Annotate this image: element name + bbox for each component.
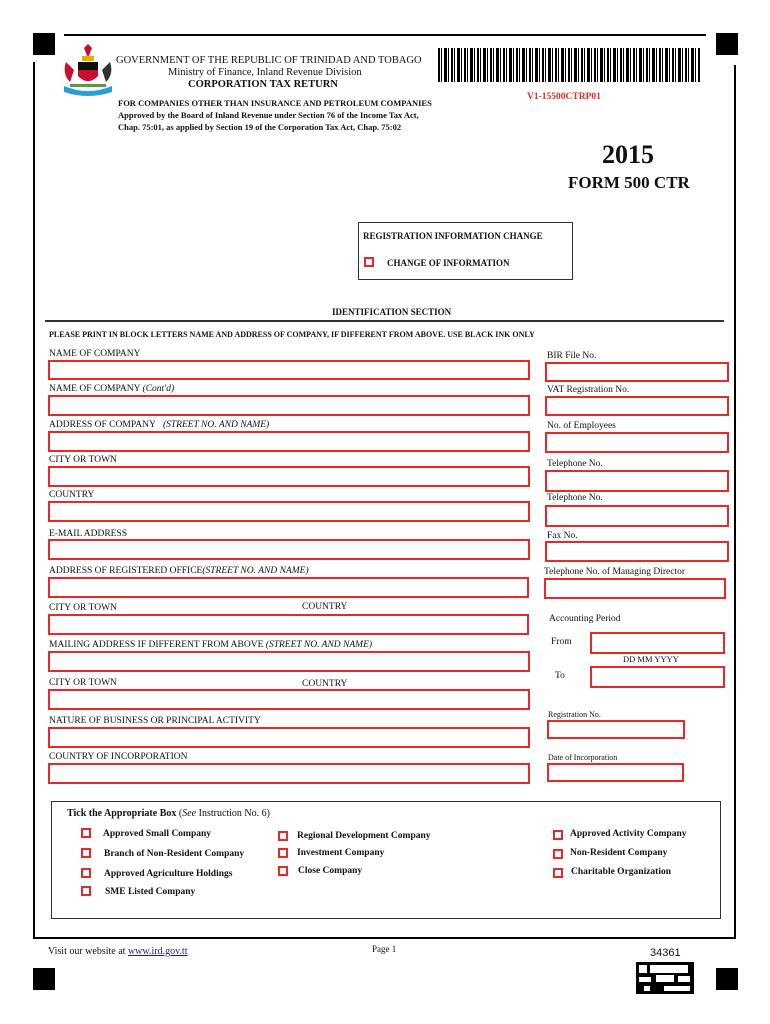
gov-heading: GOVERNMENT OF THE REPUBLIC OF TRINIDAD AND TOBAGO — [116, 55, 422, 66]
email-input[interactable] — [48, 539, 530, 560]
label-note: (Cont'd) — [142, 384, 175, 394]
label-email: E-MAIL ADDRESS — [49, 529, 128, 539]
label-mailing-address — [49, 640, 372, 650]
checkbox-sme-listed[interactable] — [81, 886, 91, 896]
change-of-information-label: CHANGE OF INFORMATION — [387, 258, 510, 268]
option-label: Approved Agriculture Holdings — [104, 869, 233, 879]
tick-title-text: Tick the Appropriate Box — [67, 808, 177, 819]
change-of-information-checkbox[interactable] — [364, 257, 374, 267]
checkbox-regional-development[interactable] — [278, 831, 288, 841]
period-to-input[interactable] — [590, 666, 725, 688]
see-text: See — [182, 808, 197, 819]
footer-visit — [48, 946, 187, 957]
label-country: COUNTRY — [49, 490, 95, 500]
label-telephone-md: Telephone No. of Managing Director — [544, 567, 685, 577]
label-city: CITY OR TOWN — [49, 455, 117, 465]
mailing-address-input[interactable] — [48, 651, 530, 672]
label-from: From — [551, 637, 572, 647]
top-rule — [64, 34, 706, 36]
label-text: ADDRESS OF REGISTERED OFFICE — [49, 566, 203, 576]
option-label: Approved Small Company — [103, 829, 212, 839]
label-company-name: NAME OF COMPANY — [49, 349, 141, 359]
registration-no-input[interactable] — [547, 720, 685, 739]
nature-of-business-input[interactable] — [48, 727, 530, 748]
vat-input[interactable] — [545, 396, 729, 416]
label-text: NAME OF COMPANY — [49, 384, 141, 394]
option-label: Investment Company — [297, 848, 385, 858]
barcode — [438, 48, 700, 82]
checkbox-approved-small-company[interactable] — [81, 828, 91, 838]
approval-text: Approved by the Board of Inland Revenue under Section 76 of the Income Tax Act, — [118, 110, 419, 120]
form-name: FORM 500 CTR — [568, 173, 690, 192]
label-employees: No. of Employees — [547, 421, 616, 431]
label-country-2: COUNTRY — [302, 602, 348, 612]
country-input[interactable] — [48, 501, 530, 522]
country-of-incorporation-input[interactable] — [48, 763, 530, 784]
company-address-input[interactable] — [48, 431, 530, 452]
checkbox-charitable-organization[interactable] — [553, 868, 563, 878]
label-note: (STREET NO. AND NAME) — [162, 420, 270, 430]
label-country-3: COUNTRY — [302, 679, 348, 689]
2d-barcode-icon — [636, 962, 694, 994]
website-link[interactable]: www.ird.gov.tt — [127, 946, 188, 957]
instruction-ref: Instruction No. 6) — [198, 808, 270, 819]
frame-left — [33, 62, 35, 939]
identification-title: IDENTIFICATION SECTION — [332, 307, 452, 317]
option-label: Charitable Organization — [571, 867, 672, 877]
label-vat: VAT Registration No. — [547, 385, 630, 395]
bir-file-input[interactable] — [545, 362, 729, 382]
form-code: V1-15500CTRP01 — [527, 92, 601, 102]
label-fax: Fax No. — [547, 531, 578, 541]
frame-right — [734, 65, 736, 939]
checkbox-approved-agriculture[interactable] — [81, 868, 91, 878]
checkbox-non-resident[interactable] — [553, 849, 563, 859]
label-company-name-contd — [49, 384, 174, 394]
label-company-address — [49, 420, 269, 430]
label-note: (STREET NO. AND NAME) — [265, 640, 373, 650]
label-telephone-1: Telephone No. — [547, 459, 603, 469]
page-number: Page 1 — [372, 944, 397, 954]
telephone-2-input[interactable] — [545, 505, 729, 527]
paren: ( — [178, 808, 183, 819]
company-name-input[interactable] — [48, 360, 530, 380]
label-to: To — [555, 671, 565, 681]
telephone-md-input[interactable] — [544, 578, 726, 599]
checkbox-approved-activity[interactable] — [553, 830, 563, 840]
option-label: Non-Resident Company — [570, 848, 668, 858]
registered-city-country-input[interactable] — [48, 614, 529, 635]
form-year: 2015 — [602, 140, 654, 169]
option-label: Regional Development Company — [297, 831, 431, 841]
employees-input[interactable] — [545, 432, 729, 453]
registration-change-title: REGISTRATION INFORMATION CHANGE — [363, 231, 543, 241]
registered-office-input[interactable] — [48, 577, 529, 598]
registration-mark — [33, 968, 55, 990]
company-name-contd-input[interactable] — [48, 395, 530, 416]
label-city-3: CITY OR TOWN — [49, 678, 117, 688]
label-city-2: CITY OR TOWN — [49, 603, 117, 613]
label-bir-file: BIR File No. — [547, 351, 597, 361]
fax-input[interactable] — [545, 541, 729, 562]
option-label: SME Listed Company — [105, 887, 196, 897]
date-format-hint: DD MM YYYY — [623, 654, 679, 664]
registration-mark — [33, 33, 55, 55]
instruction-text: PLEASE PRINT IN BLOCK LETTERS NAME AND ADDRESS OF COMPANY, IF DIFFERENT FROM ABOVE. USE BLACK INK ONLY — [49, 330, 535, 339]
label-country-of-incorporation: COUNTRY OF INCORPORATION — [49, 752, 188, 762]
telephone-1-input[interactable] — [545, 470, 729, 492]
approval-text: Chap. 75:01, as applied by Section 19 of the Corporation Tax Act, Chap. 75:02 — [118, 122, 402, 132]
coat-of-arms-icon — [60, 42, 116, 98]
period-from-input[interactable] — [590, 632, 725, 654]
label-telephone-2: Telephone No. — [547, 493, 603, 503]
label-accounting-period: Accounting Period — [549, 614, 621, 624]
city-input[interactable] — [48, 466, 530, 487]
option-label: Branch of Non-Resident Company — [104, 849, 245, 859]
label-registration-no: Registration No. — [548, 710, 601, 719]
label-note: (STREET NO. AND NAME) — [202, 566, 309, 576]
checkbox-branch-non-resident[interactable] — [81, 848, 91, 858]
label-text: MAILING ADDRESS IF DIFFERENT FROM ABOVE — [49, 640, 264, 650]
frame-bottom — [33, 937, 736, 939]
label-nature-of-business: NATURE OF BUSINESS OR PRINCIPAL ACTIVITY — [49, 716, 261, 726]
mailing-city-country-input[interactable] — [48, 689, 530, 710]
checkbox-investment-company[interactable] — [278, 848, 288, 858]
form-number: 34361 — [650, 947, 681, 959]
option-label: Close Company — [298, 866, 363, 876]
ministry-heading: Ministry of Finance, Inland Revenue Division — [168, 67, 362, 78]
form-subtitle: FOR COMPANIES OTHER THAN INSURANCE AND PETROLEUM COMPANIES — [118, 98, 432, 108]
registration-mark — [716, 968, 738, 990]
visit-text: Visit our website at — [48, 946, 126, 957]
option-label: Approved Activity Company — [570, 829, 687, 839]
date-of-incorporation-input[interactable] — [547, 763, 684, 782]
section-rule — [45, 320, 724, 322]
label-text: ADDRESS OF COMPANY — [49, 420, 156, 430]
checkbox-close-company[interactable] — [278, 866, 288, 876]
label-registered-office — [49, 566, 309, 576]
tick-title — [67, 808, 270, 819]
registration-mark — [716, 33, 738, 55]
form-title: CORPORATION TAX RETURN — [188, 79, 338, 90]
label-date-of-incorporation: Date of Incorporation — [548, 753, 618, 762]
